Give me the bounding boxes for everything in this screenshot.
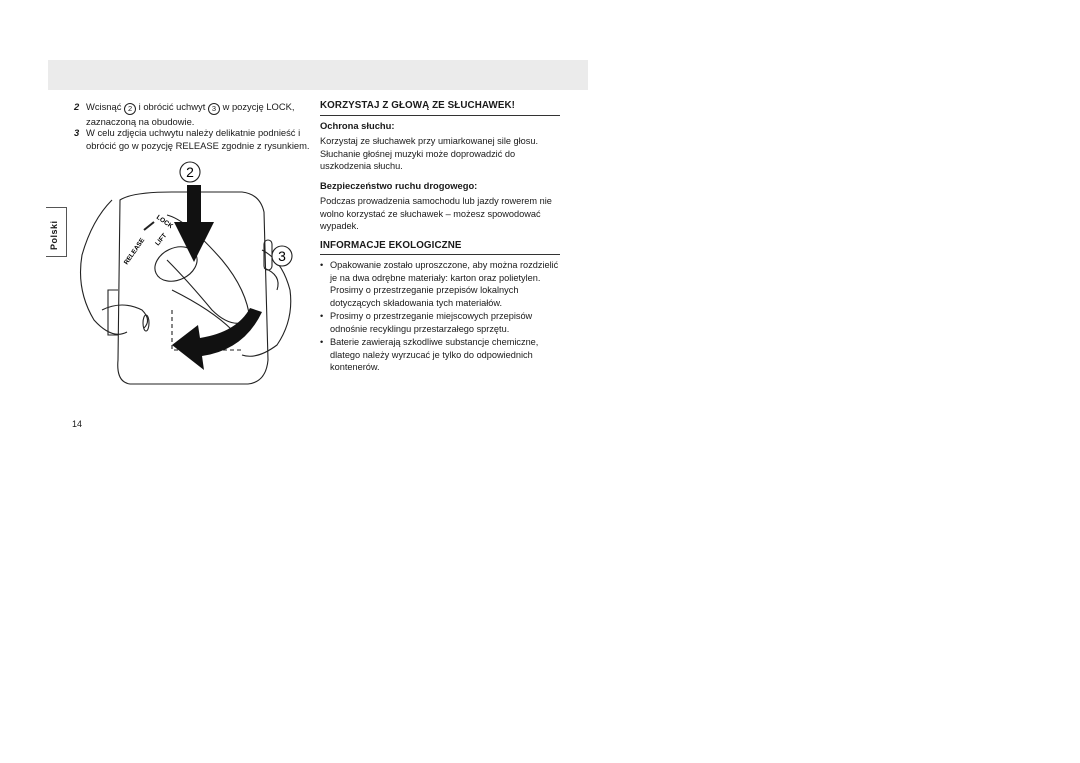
header-band [48,60,588,90]
headphone-clip-illustration [72,160,312,410]
step-number: 3 [74,127,80,138]
step-text: W celu zdjęcia uchwytu należy delikatnie podnieść i obrócić go w pozycję RELEASE zgodnie z rysunkiem. [86,127,310,151]
eco-info-list [320,259,560,374]
bullet: • [320,337,324,347]
list-item [320,310,560,335]
callout-3-label: 3 [278,248,286,264]
instruction-step-2 [74,100,314,128]
language-tab [46,207,67,257]
list-item [320,336,560,374]
list-item-text: Baterie zawierają szkodliwe substancje chemiczne, dlatego należy wyrzucać je tylko do odpowiednich kontenerów. [330,337,539,372]
lift-label: LIFT [154,232,169,248]
lock-label: LOCK [154,213,174,231]
language-tab-label: Polski [49,220,59,250]
bullet: • [320,311,324,321]
list-item [320,259,560,309]
release-label: RELEASE [122,236,147,267]
page-number: 14 [72,419,83,429]
paragraph: Podczas prowadzenia samochodu lub jazdy rowerem nie wolno korzystać ze słuchawek – możesz spowodować wypadek. [320,196,552,231]
subsection-title: Bezpieczeństwo ruchu drogowego: [320,179,478,191]
down-arrow-icon [174,185,214,262]
subsection-title: Ochrona słuchu: [320,119,395,131]
list-item-text: Prosimy o przestrzeganie miejscowych przepisów odnośnie recyklingu przestarzałego sprzętu. [330,311,533,334]
callout-2-label: 2 [186,164,194,180]
circled-number: 2 [124,103,136,115]
right-column [320,100,560,375]
section-title: KORZYSTAJ Z GŁOWĄ ZE SŁUCHAWEK! [320,100,560,116]
small-arrow-icon [144,222,154,230]
step-text: i obrócić uchwyt [138,101,206,112]
circled-number: 3 [208,103,220,115]
section-title: INFORMACJE EKOLOGICZNE [320,240,560,256]
instruction-step-3 [74,126,314,152]
step-text: Wcisnąć [86,101,122,112]
paragraph: Korzystaj ze słuchawek przy umiarkowanej sile głosu. Słuchanie głośnej muzyki może doprowadzić do uszkodzenia słuchu. [320,136,539,171]
step-text: w pozycję LOCK, zaznaczoną na obudowie. [86,101,295,127]
list-item-text: Opakowanie zostało uproszczone, aby można rozdzielić je na dwa odrębne materiały: karton oraz polietylen. Prosimy o przestrzeganie przepisów lokalnych dotyczących składowania tych materiałów. [330,260,559,308]
step-number: 2 [74,101,80,112]
bullet: • [320,260,324,270]
